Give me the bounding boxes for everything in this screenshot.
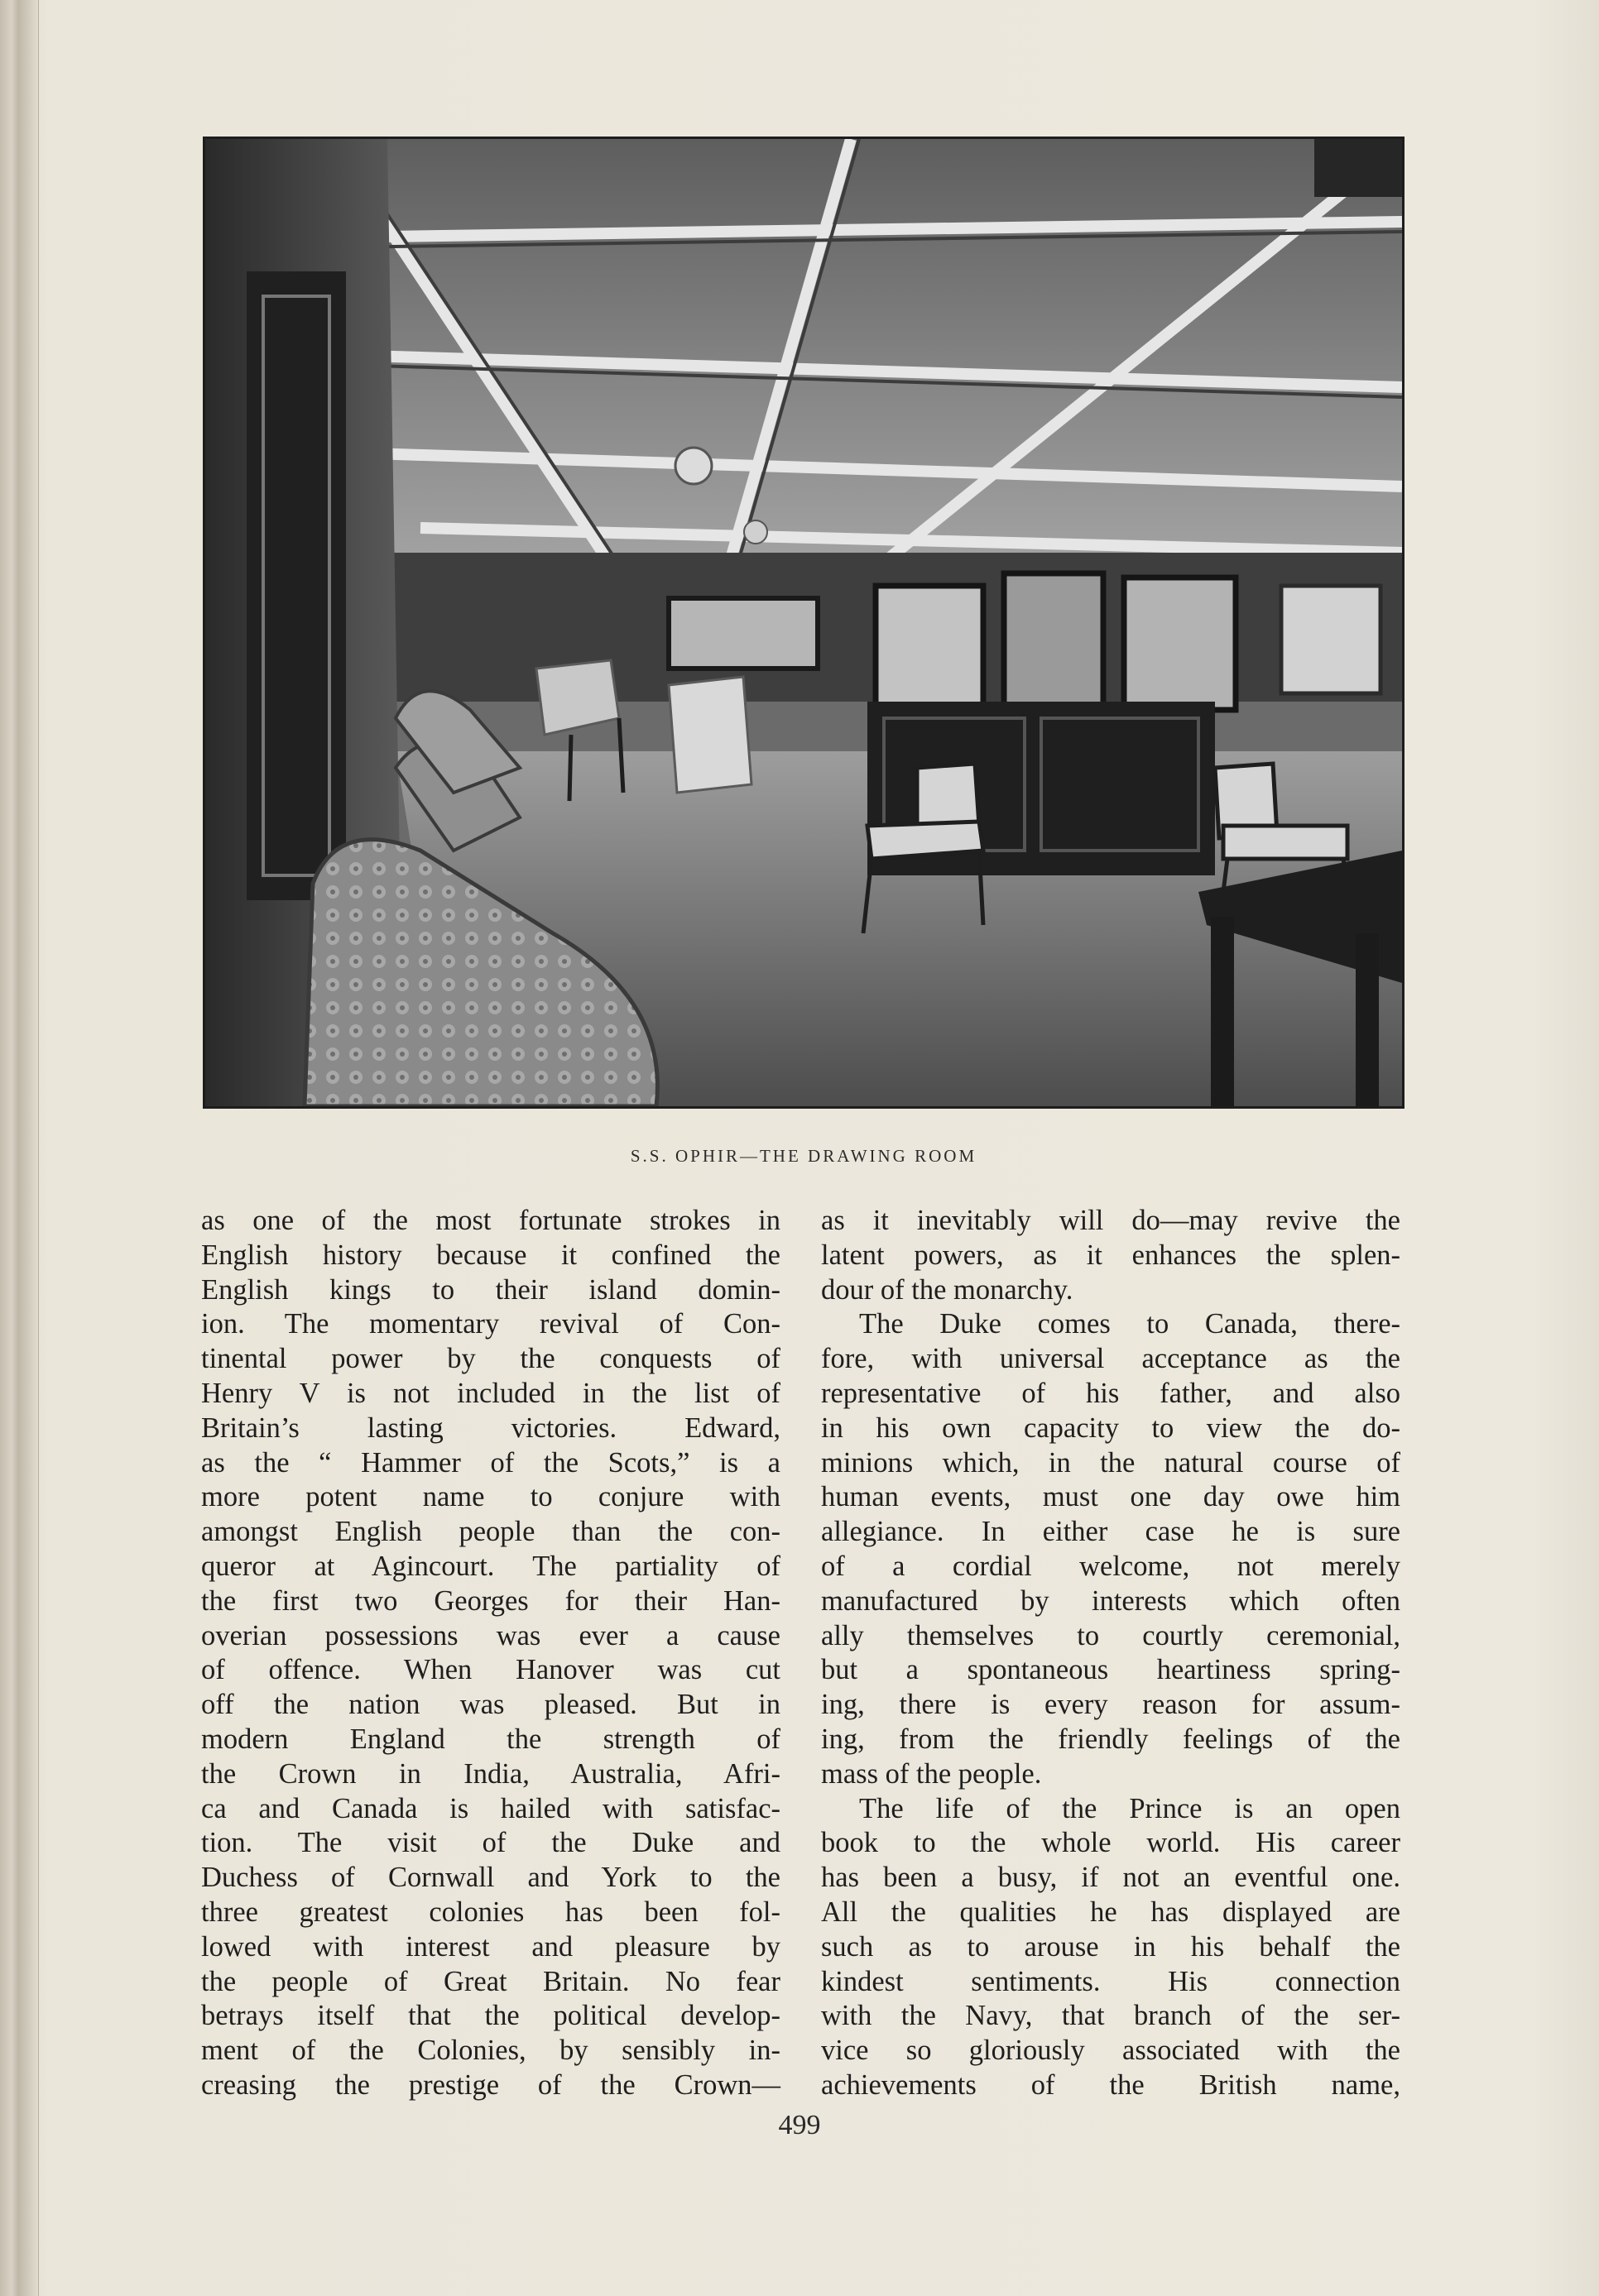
- text-line: tinental power by the conquests of: [201, 1343, 780, 1375]
- text-line: minions which, in the natural course of: [821, 1446, 1400, 1479]
- page-binding-edge: [0, 0, 39, 2296]
- text-line: modern England the strength of: [201, 1723, 780, 1755]
- text-line: as one of the most fortunate strokes in: [201, 1205, 780, 1236]
- text-line: lowed with interest and pleasure by: [201, 1930, 780, 1963]
- text-line: the people of Great Britain. No fear: [201, 1965, 780, 1997]
- page-number: 499: [778, 2110, 821, 2140]
- text-line: tion. The visit of the Duke and: [201, 1827, 780, 1859]
- text-line: with the Navy, that branch of the ser-: [821, 2000, 1400, 2032]
- text-line: Duchess of Cornwall and York to the: [201, 1862, 780, 1894]
- article-column-right: [821, 1204, 1400, 2103]
- text-line: English history because it confined the: [201, 1239, 780, 1271]
- text-line: such as to arouse in his behalf the: [821, 1930, 1400, 1963]
- text-line: book to the whole world. His career: [821, 1827, 1400, 1859]
- text-line: representative of his father, and also: [821, 1377, 1400, 1409]
- text-line: of a cordial welcome, not merely: [821, 1550, 1400, 1582]
- text-line: overian possessions was ever a cause: [201, 1619, 780, 1651]
- text-line: of offence. When Hanover was cut: [201, 1654, 780, 1686]
- text-line: ca and Canada is hailed with satisfac-: [201, 1792, 780, 1824]
- text-line: All the qualities he has displayed are: [821, 1896, 1400, 1928]
- text-line: but a spontaneous heartiness spring-: [821, 1654, 1400, 1686]
- text-line: ion. The momentary revival of Con-: [201, 1308, 780, 1340]
- plate-caption: S.S. OPHIR—THE DRAWING ROOM: [630, 1146, 977, 1166]
- text-line: latent powers, as it enhances the splen-: [821, 1239, 1400, 1271]
- text-line: creasing the prestige of the Crown—: [201, 2068, 780, 2101]
- text-line: ally themselves to courtly ceremonial,: [821, 1619, 1400, 1651]
- text-line: off the nation was pleased. But in: [201, 1689, 780, 1721]
- text-line: as the “ Hammer of the Scots,” is a: [201, 1446, 780, 1479]
- paragraph-first-line: The life of the Prince is an open: [859, 1792, 1400, 1824]
- drawing-room-photograph: [205, 139, 1402, 1106]
- text-line: has been a busy, if not an eventful one.: [821, 1862, 1400, 1894]
- text-line: three greatest colonies has been fol-: [201, 1896, 780, 1928]
- text-line: fore, with universal acceptance as the: [821, 1343, 1400, 1375]
- text-line: vice so gloriously associated with the: [821, 2035, 1400, 2067]
- text-line: queror at Agincourt. The partiality of: [201, 1550, 780, 1582]
- text-line: the Crown in India, Australia, Afri-: [201, 1757, 780, 1790]
- text-line: dour of the monarchy.: [821, 1273, 1073, 1306]
- text-line: mass of the people.: [821, 1757, 1042, 1790]
- text-line: human events, must one day owe him: [821, 1481, 1400, 1513]
- text-line: amongst English people than the con-: [201, 1516, 780, 1548]
- paragraph-first-line: The Duke comes to Canada, there-: [859, 1308, 1400, 1340]
- text-line: ment of the Colonies, by sensibly in-: [201, 2035, 780, 2067]
- photo-plate-drawing-room: [203, 137, 1405, 1109]
- text-line: Britain’s lasting victories. Edward,: [201, 1412, 780, 1444]
- text-line: ing, from the friendly feelings of the: [821, 1723, 1400, 1755]
- text-line: allegiance. In either case he is sure: [821, 1516, 1400, 1548]
- text-line: manufactured by interests which often: [821, 1584, 1400, 1617]
- text-line: achievements of the British name,: [821, 2068, 1400, 2101]
- text-line: in his own capacity to view the do-: [821, 1412, 1400, 1444]
- text-line: kindest sentiments. His connection: [821, 1965, 1400, 1997]
- text-line: betrays itself that the political develop-: [201, 2000, 780, 2032]
- text-line: the first two Georges for their Han-: [201, 1584, 780, 1617]
- text-line: English kings to their island domin-: [201, 1273, 780, 1306]
- text-line: as it inevitably will do—may revive the: [821, 1205, 1400, 1236]
- text-line: ing, there is every reason for assum-: [821, 1689, 1400, 1721]
- text-line: Henry V is not included in the list of: [201, 1377, 780, 1409]
- text-line: more potent name to conjure with: [201, 1481, 780, 1513]
- article-column-left: [201, 1204, 780, 2103]
